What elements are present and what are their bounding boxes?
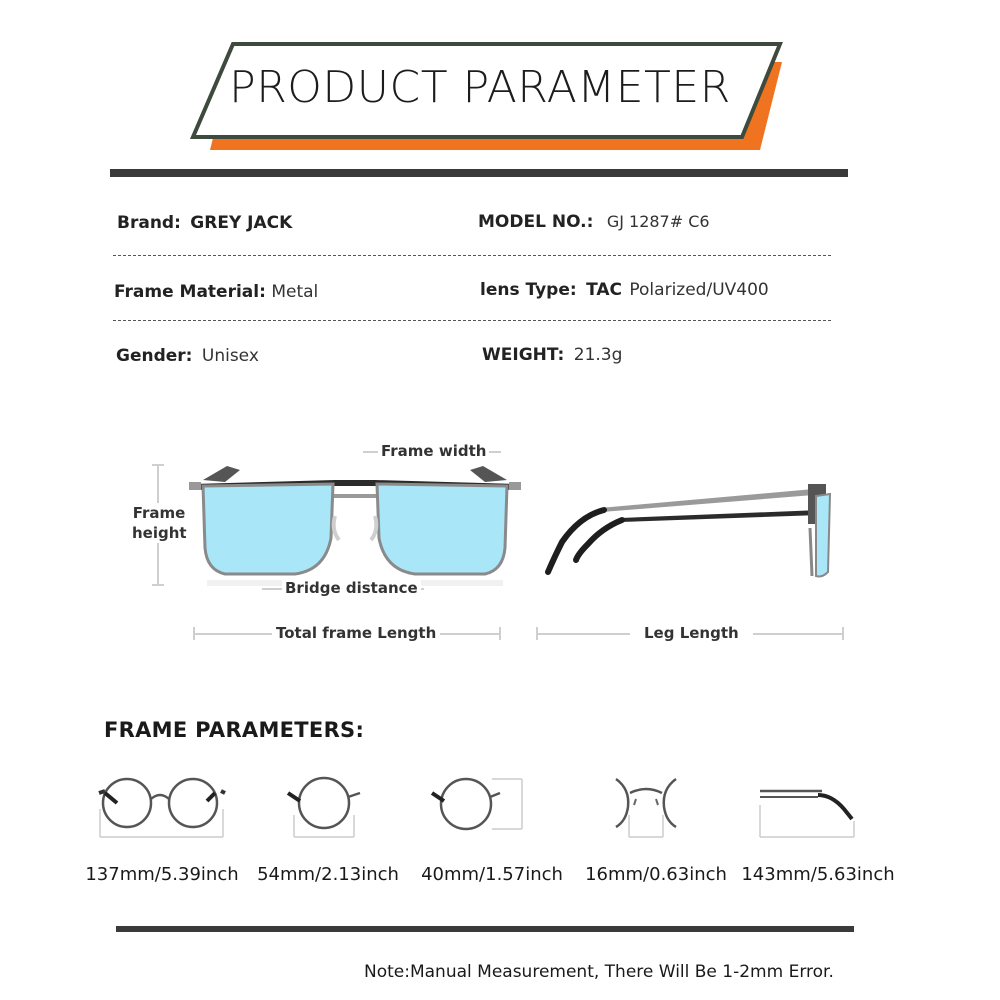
side-lens [816,494,830,577]
leg-length-tick-left [536,627,538,640]
bridge-width-icon [612,775,682,840]
total-width-value: 137mm/5.39inch [85,864,239,885]
spec-divider-2 [113,320,831,321]
leg-length-tick-right [842,627,844,640]
spec-divider-1 [113,255,831,256]
total-length-label: Total frame Length [272,624,440,642]
lens-width-icon [286,775,366,840]
bridge-distance-label: Bridge distance [282,579,421,597]
frame-width-label: Frame width [378,442,489,460]
frame-height-tick-bottom [152,584,164,586]
total-length-tick-left [193,627,195,640]
frame-height-label [132,503,186,543]
spec-brand [117,213,292,233]
top-divider [110,169,848,177]
spec-weight [482,345,622,365]
brand-label: Brand: [117,213,181,233]
leg-length-label: Leg Length [630,624,753,642]
gender-label: Gender: [116,346,193,366]
page-title: PRODUCT PARAMETER [229,62,731,113]
model-value: GJ 1287# C6 [606,212,710,231]
weight-value: 21.3g [573,345,623,365]
frame-parameters-title: FRAME PARAMETERS: [104,718,365,742]
measurement-note: Note:Manual Measurement, There Will Be 1-2mm Error. [364,962,834,982]
right-lens [377,484,507,574]
lens-value-bold: TAC [586,280,622,300]
bridge-width-value: 16mm/0.63inch [585,864,727,885]
frame-height-label-line1: Frame [132,504,186,522]
model-label: MODEL NO.: [478,212,594,232]
lens-height-icon [430,775,530,835]
spec-model [478,212,710,232]
spec-material [114,282,318,302]
frame-height-tick-top [152,464,164,466]
frame-height-label-line2: height [132,524,187,542]
lens-height-value: 40mm/1.57inch [421,864,563,885]
temple-length-icon [758,785,858,843]
temple-length-value: 143mm/5.63inch [741,864,895,885]
weight-label: WEIGHT: [482,345,565,365]
left-lens [203,484,333,574]
glasses-side-image [540,480,840,580]
glasses-front-image [185,458,525,588]
lens-value: Polarized/UV400 [629,280,769,300]
gender-value: Unisex [201,346,259,366]
lens-label: lens Type: [480,280,577,300]
brand-value: GREY JACK [190,213,293,233]
lens-width-value: 54mm/2.13inch [257,864,399,885]
spec-gender [116,346,259,366]
total-length-tick-right [499,627,501,640]
bottom-divider [116,926,854,932]
spec-lens [480,280,769,300]
total-width-icon [97,775,227,840]
material-label: Frame Material: [114,282,266,302]
material-value: Metal [271,282,319,302]
